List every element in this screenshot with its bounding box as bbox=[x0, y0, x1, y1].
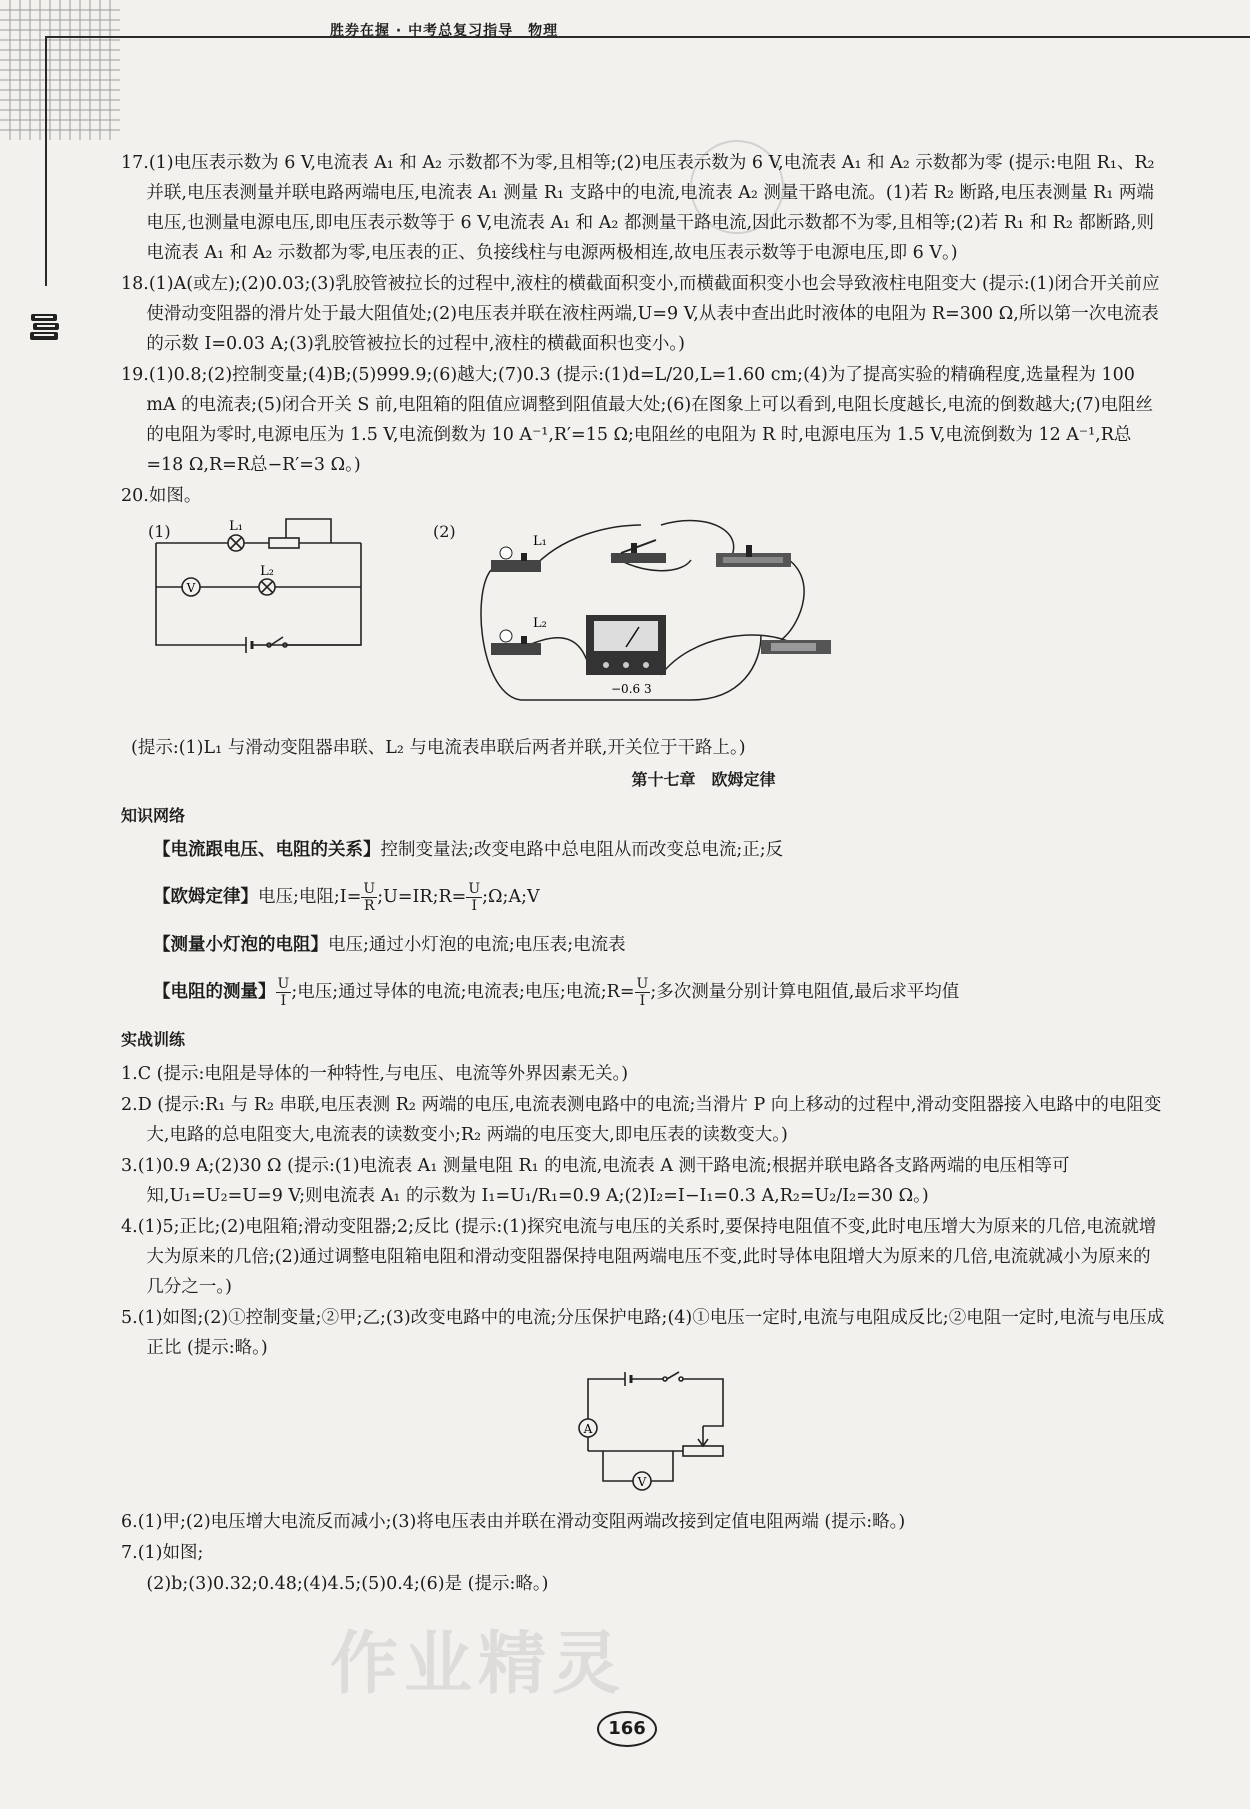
fraction-denominator: I bbox=[639, 993, 646, 1009]
knowledge-text: 控制变量法;改变电路中总电阻从而改变总电流;正;反 bbox=[380, 840, 784, 860]
fraction-numerator: U bbox=[636, 976, 649, 992]
fraction-denominator: R bbox=[364, 898, 375, 914]
lamp-label-l2: L₂ bbox=[260, 564, 274, 579]
item-number: 20. bbox=[121, 486, 149, 506]
knowledge-key: 【测量小灯泡的电阻】 bbox=[153, 935, 328, 955]
answer-item-18 bbox=[121, 269, 1166, 359]
ammeter-scale-label: −0.6 3 bbox=[611, 682, 652, 696]
knowledge-text: ;Ω;A;V bbox=[482, 887, 540, 907]
lamp-label-l1: L₁ bbox=[229, 519, 243, 534]
knowledge-text: 电压;通过小灯泡的电流;电压表;电流表 bbox=[328, 935, 626, 955]
answer-item-20 bbox=[121, 481, 1166, 511]
fraction-numerator: U bbox=[277, 976, 290, 992]
ammeter-label: A bbox=[583, 1422, 593, 1436]
item-number: 7. bbox=[121, 1543, 138, 1563]
fraction-denominator: I bbox=[471, 898, 477, 914]
watermark-text: 作业精灵 bbox=[330, 1625, 627, 1704]
item-number: 2. bbox=[121, 1095, 138, 1115]
rheostat-top bbox=[716, 545, 791, 567]
knowledge-text: 电压;电阻;I= bbox=[258, 887, 362, 907]
answer-item-19 bbox=[121, 360, 1166, 480]
practice-item-7 bbox=[121, 1538, 1166, 1568]
figure-20 bbox=[121, 515, 1166, 725]
practice-item-4 bbox=[121, 1212, 1166, 1302]
circuit-diagram-1 bbox=[151, 515, 391, 655]
knowledge-key: 【欧姆定律】 bbox=[153, 887, 258, 907]
side-rule bbox=[45, 36, 47, 286]
wiring-lamp-label-l2: L₂ bbox=[533, 616, 547, 631]
knowledge-line-3 bbox=[121, 930, 1166, 960]
fraction-u-over-i bbox=[635, 976, 651, 1009]
answer-content bbox=[121, 148, 1166, 1599]
item-number: 1. bbox=[121, 1064, 138, 1084]
header-rule bbox=[45, 36, 1250, 38]
item-text: (1)如图;(2)①控制变量;②甲;乙;(3)改变电路中的电流;分压保护电路;(4)①电压一定时,电流与电阻成反比;②电阻一定时,电流与电压成正比 (提示:略。) bbox=[137, 1308, 1165, 1358]
fraction-denominator: I bbox=[280, 993, 287, 1009]
wiring-lamp-label-l1: L₁ bbox=[533, 534, 547, 549]
chapter-title: 第十七章 欧姆定律 bbox=[631, 770, 776, 789]
fraction-u-over-r bbox=[361, 881, 377, 914]
rheostat-bottom bbox=[761, 640, 831, 654]
figure-label-1: (1) bbox=[148, 522, 171, 541]
practice-item-5 bbox=[121, 1303, 1166, 1363]
item-text: (1)0.9 A;(2)30 Ω (提示:(1)电流表 A₁ 测量电阻 R₁ 的电流,电流表 A 测干路电流;根据并联电路各支路两端的电压相等可知,U₁=U₂=U=9 V;则电流表 A₁ 的示数为 I₁=U₁/R₁=0.9 A;(2)I₂=I−I₁=0.3 A,R₂=U₂/I₂=30 Ω。) bbox=[137, 1156, 1070, 1206]
practice-item-1 bbox=[121, 1059, 1166, 1089]
ammeter-icon bbox=[586, 615, 666, 675]
knowledge-text: ;电压;通过导体的电流;电流表;电压;电流;R= bbox=[291, 982, 635, 1002]
item-text: (1)如图; bbox=[137, 1543, 204, 1563]
page-number: 166 bbox=[597, 1711, 657, 1747]
voltmeter-label: V bbox=[186, 581, 196, 595]
item-text: (1)A(或左);(2)0.03;(3)乳胶管被拉长的过程中,液柱的横截面积变小,而横截面积变小也会导致液柱电阻变大 (提示:(1)闭合开关前应使滑动变阻器的滑片处于最大阻值处;(2)电压表并联在液柱两端,U=9 V,从表中查出此时液体的电阻为 R=300 Ω,所以第一次电流表的示数 I=0.03 A;(3)乳胶管被拉长的过程中,液柱的横截面积也变小。) bbox=[146, 274, 1160, 354]
fraction-u-over-i bbox=[466, 881, 482, 914]
item-text: C (提示:电阻是导体的一种特性,与电压、电流等外界因素无关。) bbox=[137, 1064, 629, 1084]
switch-board bbox=[611, 540, 666, 563]
item-number: 19. bbox=[121, 365, 149, 385]
item-number: 3. bbox=[121, 1156, 138, 1176]
item-number: 18. bbox=[121, 274, 149, 294]
page-header-title: 胜券在握 · 中考总复习指导 物理 bbox=[330, 23, 559, 39]
practice-item-6 bbox=[121, 1507, 1166, 1537]
knowledge-line-2 bbox=[121, 881, 1166, 914]
item-text: (1)5;正比;(2)电阻箱;滑动变阻器;2;反比 (提示:(1)探究电流与电压的关系时,要保持电阻值不变,此时电压增大为原来的几倍,电流就增大为原来的几倍;(2)通过调整电阻箱电阻和滑动变阻器保持电阻两端电压不变,此时导体电阻增大为原来的几倍,电流就减小为原来的几分之一。) bbox=[137, 1217, 1157, 1297]
item-number: 17. bbox=[121, 153, 149, 173]
knowledge-key: 【电阻的测量】 bbox=[153, 982, 276, 1002]
practice-item-2 bbox=[121, 1090, 1166, 1150]
books-icon bbox=[28, 310, 62, 348]
circuit-diagram-5 bbox=[573, 1371, 1166, 1501]
item-text: 如图。 bbox=[148, 486, 202, 506]
section-heading-practice: 实战训练 bbox=[121, 1030, 186, 1049]
fraction-numerator: U bbox=[363, 881, 376, 897]
knowledge-key: 【电流跟电压、电阻的关系】 bbox=[153, 840, 381, 860]
figure-label-2: (2) bbox=[433, 522, 456, 541]
item-text: (1)甲;(2)电压增大电流反而减小;(3)将电压表由并联在滑动变阻两端改接到定值电阻两端 (提示:略。) bbox=[137, 1512, 906, 1532]
knowledge-text: ;多次测量分别计算电阻值,最后求平均值 bbox=[650, 982, 960, 1002]
corner-grid-decoration bbox=[0, 0, 120, 140]
figure-20-hint: (提示:(1)L₁ 与滑动变阻器串联、L₂ 与电流表串联后两者并联,开关位于干路上。) bbox=[131, 738, 746, 758]
section-heading-knowledge: 知识网络 bbox=[121, 806, 186, 825]
fraction-numerator: U bbox=[468, 881, 481, 897]
item-number: 6. bbox=[121, 1512, 138, 1532]
practice-item-7-continued: (2)b;(3)0.32;0.48;(4)4.5;(5)0.4;(6)是 (提示:略。) bbox=[146, 1574, 549, 1594]
answer-item-17 bbox=[121, 148, 1166, 268]
voltmeter-label: V bbox=[637, 1475, 647, 1489]
knowledge-text: ;U=IR;R= bbox=[377, 887, 467, 907]
practice-item-3 bbox=[121, 1151, 1166, 1211]
knowledge-line-1 bbox=[121, 835, 1166, 865]
lamp-board-l1 bbox=[491, 547, 541, 572]
fraction-u-over-i bbox=[276, 976, 292, 1009]
knowledge-line-4 bbox=[121, 976, 1166, 1009]
item-number: 5. bbox=[121, 1308, 138, 1328]
item-number: 4. bbox=[121, 1217, 138, 1237]
item-text: D (提示:R₁ 与 R₂ 串联,电压表测 R₂ 两端的电压,电流表测电路中的电流;当滑片 P 向上移动的过程中,滑动变阻器接入电路中的电阻变大,电路的总电阻变大,电流表的读数变小;R₂ 两端的电压变大,即电压表的读数变大。) bbox=[137, 1095, 1162, 1145]
wiring-diagram-2 bbox=[461, 515, 861, 725]
item-text: (1)0.8;(2)控制变量;(4)B;(5)999.9;(6)越大;(7)0.3 (提示:(1)d=L/20,L=1.60 cm;(4)为了提高实验的精确程度,选量程为 100 mA 的电流表;(5)闭合开关 S 前,电阻箱的阻值应调整到阻值最大处;(6)在图象上可以看到,电阻长度越长,电流的倒数越大;(7)电阻丝的电阻为零时,电源电压为 1.5 V,电流倒数为 10 A⁻¹,R′=15 Ω;电阻丝的电阻为 R 时,电源电压为 1.5 V,电流倒数为 12 A⁻¹,R总=18 Ω,R=R总−R′=3 Ω。) bbox=[146, 365, 1154, 475]
item-text: (1)电压表示数为 6 V,电流表 A₁ 和 A₂ 示数都不为零,且相等;(2)电压表示数为 6 V,电流表 A₁ 和 A₂ 示数都为零 (提示:电阻 R₁、R₂ 并联,电压表测量并联电路两端电压,电流表 A₁ 测量 R₁ 支路中的电流,电流表 A₂ 测量干路电流。(1)若 R₂ 断路,电压表测量 R₁ 两端电压,也测量电源电压,即电压表示数等于 6 V,电流表 A₁ 和 A₂ 都测量干路电流,因此示数都不为零,且相等;(2)若 R₁ 和 R₂ 都断路,则电流表 A₁ 和 A₂ 示数都为零,电压表的正、负接线柱与电源两极相连,故电压表示数等于电源电压,即 6 V。) bbox=[146, 153, 1155, 263]
